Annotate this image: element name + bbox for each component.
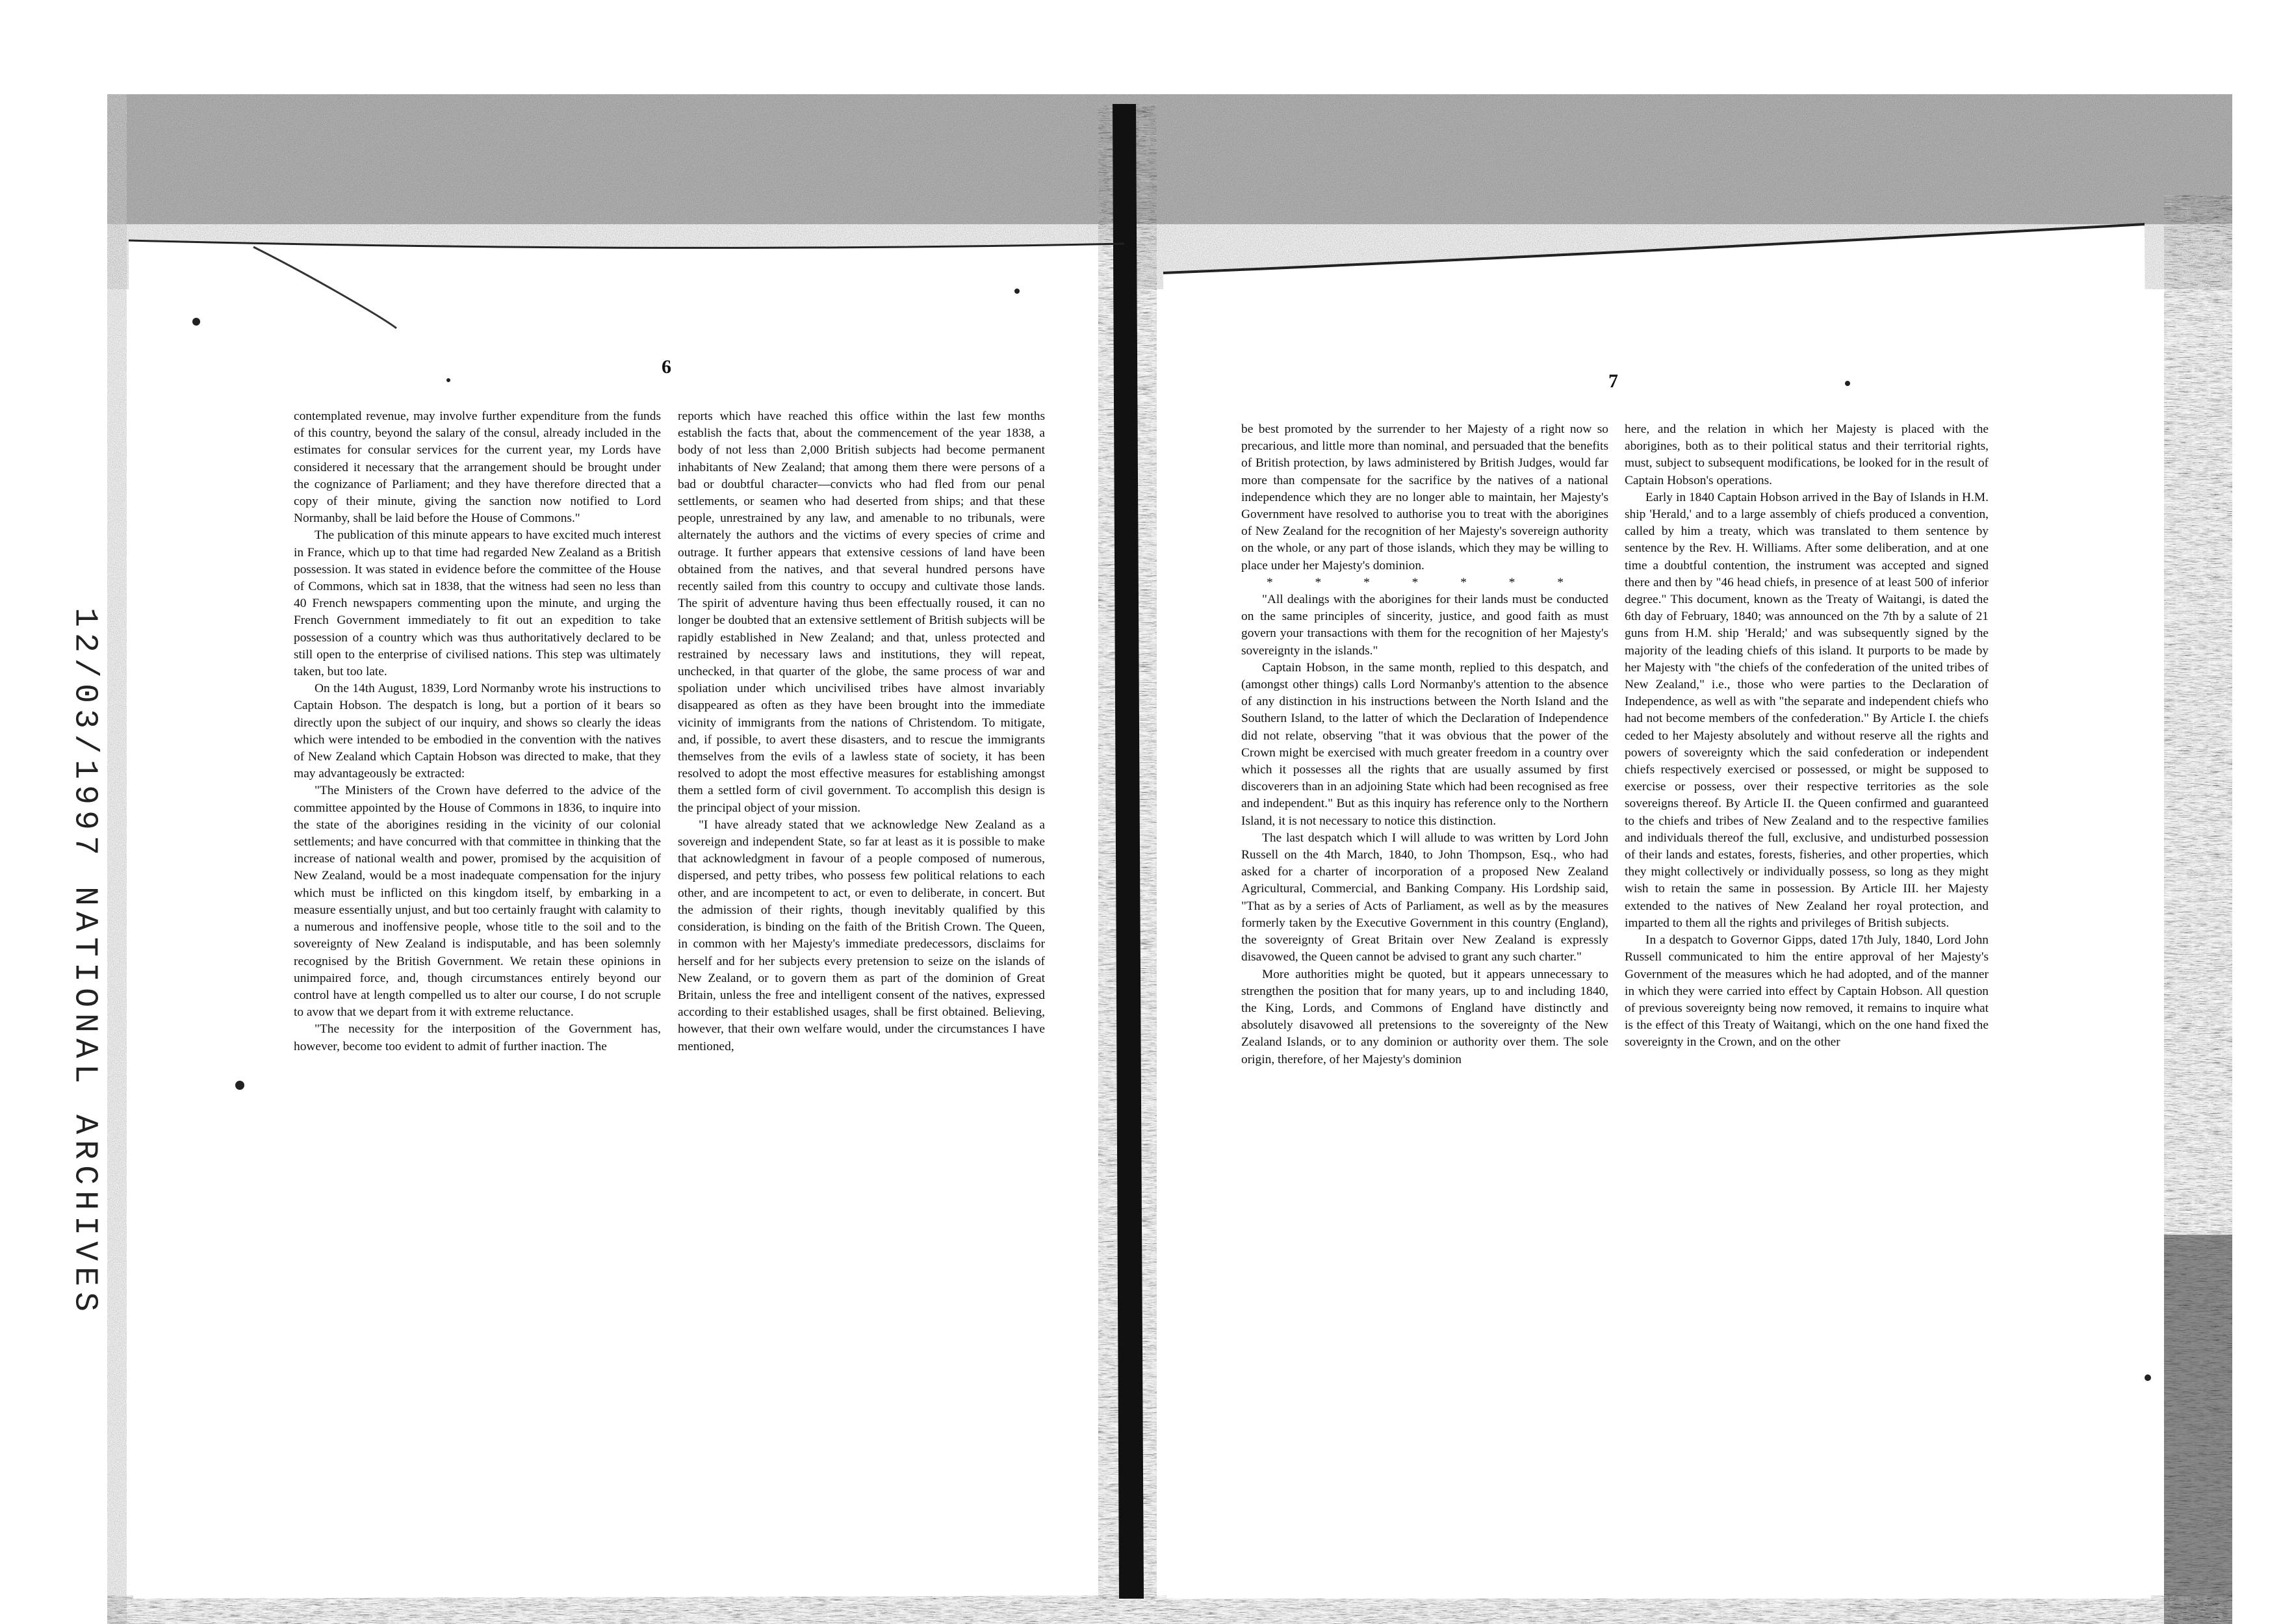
paragraph: contemplated revenue, may involve further expenditure from the funds of this country, beyond the salary of the consul, already included in the estimates for consular services for the current year, my Lords have considered it necessary that the arrangement should be brought under the cognizance of Parliament; and they have therefore directed that a copy of their minute, giving the sanction now notified to Lord Normanby, shall be laid before the House of Commons." [294,409,661,526]
paragraph: The publication of this minute appears to have excited much interest in France, which up to that time had regarded New Zealand as a British possession. It was stated in evidence before the committee of the House of Commons, which sat in 1838, that the witness had seen no less than 40 French newspapers commenting upon the minute, and urging the French Government immediately to fit out an expedition to take possession of a country which was thus authoritatively declared to be still open to the enterprise of civilised nations. This step was ultimately taken, but too late. [294,528,661,679]
paragraph: "The Ministers of the Crown have deferred to the advice of the committee appointed by the House of Commons in 1836, to inquire into the state of the aborigines residing in the vicinity of our colonial settlements; and have concurred with that committee in thinking that the increase of national wealth and power, promised by the acquisition of New Zealand, would be a most inadequate compensation for the injury which must be inflicted on this kingdom itself, by embarking in a measure essentially unjust, and but too certainly fraught with calamity to a numerous and inoffensive people, whose title to the soil and to the sovereignty of New Zealand is indisputable, and has been solemnly recognised by the British Government. We retain these opinions in unimpaired force, and, though circumstances entirely beyond our control have at length compelled us to alter our course, I do not scruple to avow that we depart from it with extreme reluctance. [294,784,661,1020]
left-page-column-2 [678,408,1045,1565]
right-page-column-1 [1241,421,1608,1571]
right-page-column-2 [1625,421,1989,1571]
paragraph: Early in 1840 Captain Hobson arrived in the Bay of Islands in H.M. ship 'Herald,' and to a large assembly of chiefs produced a convention, called by him a treaty, which was translated to them sentence by sentence by the Rev. H. Williams. After some deliberation, and at one time a doubtful contention, the instrument was accepted and signed there and then by "46 head chiefs, in presence of at least 500 of inferior degree." This document, known as the Treaty of Waitangi, is dated the 6th day of February, 1840; was announced on the 7th by a salute of 21 guns from H.M. ship 'Herald;' and was subsequently signed by the majority of the leading chiefs of this island. It purports to be made by her Majesty with "the chiefs of the confederation of the united tribes of New Zealand," i.e., those who were parties to the Declaration of Independence, as well as with "the separate and independent chiefs who had not become members of the confederation." By Article I. the chiefs ceded to her Majesty absolutely and without reserve all the rights and powers of sovereignty which the said confederation or independent chiefs respectively exercised or possessed, or might be supposed to exercise or possess, over their respective territories as the sole sovereigns thereof. By Article II. the Queen confirmed and guaranteed to the chiefs and tribes of New Zealand and to the respective families and individuals thereof the full, exclusive, and undisturbed possession of their lands and estates, forests, fisheries, and other properties, which they might collectively or individually possess, so long as they might wish to retain the same in possession. By Article III. her Majesty extended to the natives of New Zealand her royal protection, and imparted to them all the rights and privileges of British subjects. [1625,490,1989,930]
archive-stamp-text: 12/03/1997 NATIONAL ARCHIVES [66,608,103,1318]
paragraph: More authorities might be quoted, but it appears unnecessary to strengthen the position that for many years, up to and including 1840, the King, Lords, and Commons of England have distinctly and absolutely disavowed all pretensions to the sovereignty of the New Zealand Islands, or to any dominion or authority over them. The sole origin, therefore, of her Majesty's dominion [1241,967,1608,1066]
archive-stamp [45,608,123,1318]
asterisk-divider: * * * * * * * [1267,575,1583,589]
page-number-left: 6 [662,356,671,378]
paragraph: In a despatch to Governor Gipps, dated 17th July, 1840, Lord John Russell communicated to him the entire approval of her Majesty's Government of the measures which he had adopted, and of the manner in which they were carried into effect by Captain Hobson. All question of previous sovereignty being now removed, it remains to inquire what is the effect of this Treaty of Waitangi, which on the one hand fixed the sovereignty in the Crown, and on the other [1625,933,1989,1050]
paragraph: reports which have reached this office within the last few months establish the facts that, about the commencement of the year 1838, a body of not less than 2,000 British subjects had become permanent inhabitants of New Zealand; that among them there were persons of a bad or doubtful character—convicts who had fled from our penal settlements, or seamen who had deserted from ships; and that these people, unrestrained by any law, and amenable to no tribunals, were alternately the authors and the victims of every species of crime and outrage. It further appears that extensive cessions of land have been obtained from the natives, and that several hundred persons have recently sailed from this country to occupy and cultivate those lands. The spirit of adventure having thus been effectually roused, it can no longer be doubted that an extensive settlement of British subjects will be rapidly established in New Zealand; and that, unless protected and restrained by necessary laws and institutions, they will repeat, unchecked, in that quarter of the globe, the same process of war and spoliation under which uncivilised tribes have almost invariably disappeared as often as they have been brought into the immediate vicinity of immigrants from the nations of Christendom. To mitigate, and, if possible, to avert these disasters, and to rescue the immigrants themselves from the evils of a lawless state of society, it has been resolved to adopt the most effective measures for establishing amongst them a settled form of civil government. To accomplish this design is the principal object of your mission. [678,409,1045,815]
paragraph: Captain Hobson, in the same month, replied to this despatch, and (amongst other things) calls Lord Normanby's attention to the absence of any distinction in his instructions between the North Island and the Southern Island, to the latter of which the Declaration of Independence did not relate, observing "that it was obvious that the power of the Crown might be exercised with much greater freedom in a country over which it possesses all the rights that are usually assumed by first discoverers than in an adjoining State which had been recognised as free and independent." But as this inquiry has reference only to the Northern Island, it is not necessary to notice this distinction. [1241,660,1608,828]
paragraph: here, and the relation in which her Majesty is placed with the aborigines, both as to their political status and their territorial rights, must, subject to subsequent modifications, be looked for in the result of Captain Hobson's operations. [1625,422,1989,487]
paragraph: "I have already stated that we acknowledge New Zealand as a sovereign and independent State, so far at least as it is possible to make that acknowledgment in favour of a people composed of numerous, dispersed, and petty tribes, who possess few political relations to each other, and are incompetent to act, or even to deliberate, in concert. But the admission of their rights, though inevitably qualified by this consideration, is binding on the faith of the British Crown. The Queen, in common with her Majesty's immediate predecessors, disclaims for herself and for her subjects every pretension to seize on the islands of New Zealand, or to govern them as part of the dominion of Great Britain, unless the free and intelligent consent of the natives, expressed according to their established usages, shall be first obtained. Believing, however, that their own welfare would, under the circumstances I have mentioned, [678,818,1045,1053]
paragraph: "The necessity for the interposition of the Government has, however, become too evident to admit of further inaction. The [294,1022,661,1053]
paragraph: On the 14th August, 1839, Lord Normanby wrote his instructions to Captain Hobson. The despatch is long, but a portion of it bears so directly upon the subject of our inquiry, and shows so clearly the ideas which were intended to be embodied in the convention with the natives of New Zealand which Captain Hobson was directed to make, that they may advantageously be extracted: [294,682,661,781]
paragraph: The last despatch which I will allude to was written by Lord John Russell on the 4th March, 1840, to John Thompson, Esq., who had asked for a charter of incorporation of a proposed New Zealand Agricultural, Commercial, and Banking Company. His Lordship said, "That as by a series of Acts of Parliament, as well as by the measures formerly taken by the Executive Government in this country (England), the sovereignty of Great Britain over New Zealand is expressly disavowed, the Queen cannot be advised to grant any such charter." [1241,831,1608,964]
page-number-right: 7 [1608,370,1618,392]
left-page-column-1 [294,408,661,1565]
paragraph: be best promoted by the surrender to her Majesty of a right now so precarious, and little more than nominal, and persuaded that the benefits of British protection, by laws administered by British Judges, would far more than compensate for the sacrifice by the natives of a national independence which they are no longer able to maintain, her Majesty's Government have resolved to authorise you to treat with the aborigines of New Zealand for the recognition of her Majesty's sovereign authority on the whole, or any part of those islands, which they may be willing to place under her Majesty's dominion. [1241,422,1608,573]
paragraph: "All dealings with the aborigines for their lands must be conducted on the same principles of sincerity, justice, and good faith as must govern your transactions with them for the recognition of her Majesty's sovereignty in the islands." [1241,593,1608,658]
